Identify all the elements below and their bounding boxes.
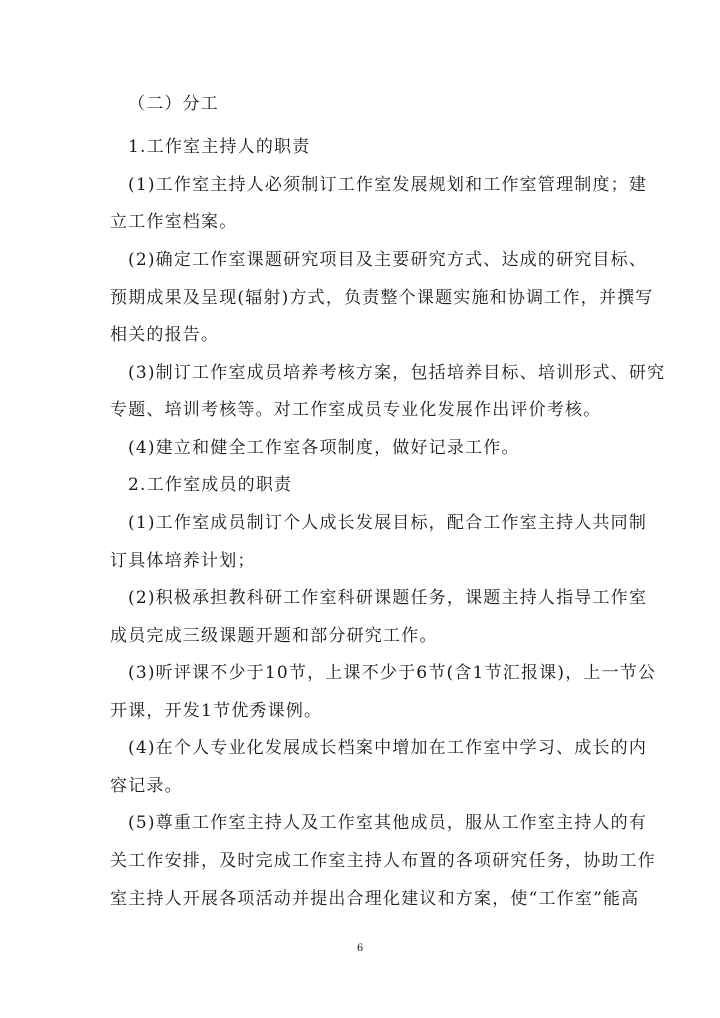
paragraph-line: (5)尊重工作室主持人及工作室其他成员，服从工作室主持人的有 — [128, 813, 648, 833]
paragraph-line: (2)确定工作室课题研究项目及主要研究方式、达成的研究目标、 — [128, 250, 648, 270]
paragraph-line: 立工作室档案。 — [110, 212, 238, 232]
paragraph-line: (2)积极承担教科研工作室科研课题任务，课题主持人指导工作室 — [128, 588, 648, 608]
paragraph-line: (4)在个人专业化发展成长档案中增加在工作室中学习、成长的内 — [128, 738, 648, 758]
paragraph-line: 专题、培训考核等。对工作室成员专业化发展作出评价考核。 — [110, 400, 602, 420]
paragraph-line: (1)工作室成员制订个人成长发展目标，配合工作室主持人共同制 — [128, 513, 648, 533]
subsection-heading: 2.工作室成员的职责 — [128, 475, 293, 495]
paragraph-line: 订具体培养计划； — [110, 551, 256, 571]
paragraph-line: 开课，开发1节优秀课例。 — [110, 701, 323, 721]
paragraph-line: 相关的报告。 — [110, 325, 220, 345]
paragraph-line: 室主持人开展各项活动并提出合理化建议和方案，使“工作室”能高 — [110, 889, 640, 909]
paragraph-line: 关工作安排，及时完成工作室主持人布置的各项研究任务，协助工作 — [110, 851, 656, 871]
paragraph-line: (3)听评课不少于10节，上课不少于6节(含1节汇报课)，上一节公 — [128, 663, 657, 683]
subsection-heading: 1.工作室主持人的职责 — [128, 137, 311, 157]
paragraph-line: 成员完成三级课题开题和部分研究工作。 — [110, 626, 438, 646]
paragraph-line: 容记录。 — [110, 776, 183, 796]
section-heading: （二）分工 — [128, 94, 219, 114]
paragraph-line: (3)制订工作室成员培养考核方案，包括培养目标、培训形式、研究 — [128, 363, 666, 383]
paragraph-line: (1)工作室主持人必须制订工作室发展规划和工作室管理制度；建 — [128, 175, 648, 195]
page-number: 6 — [356, 943, 364, 954]
paragraph-line: 预期成果及呈现(辐射)方式，负责整个课题实施和协调工作，并撰写 — [110, 288, 654, 308]
paragraph-line: (4)建立和健全工作室各项制度，做好记录工作。 — [128, 438, 520, 458]
